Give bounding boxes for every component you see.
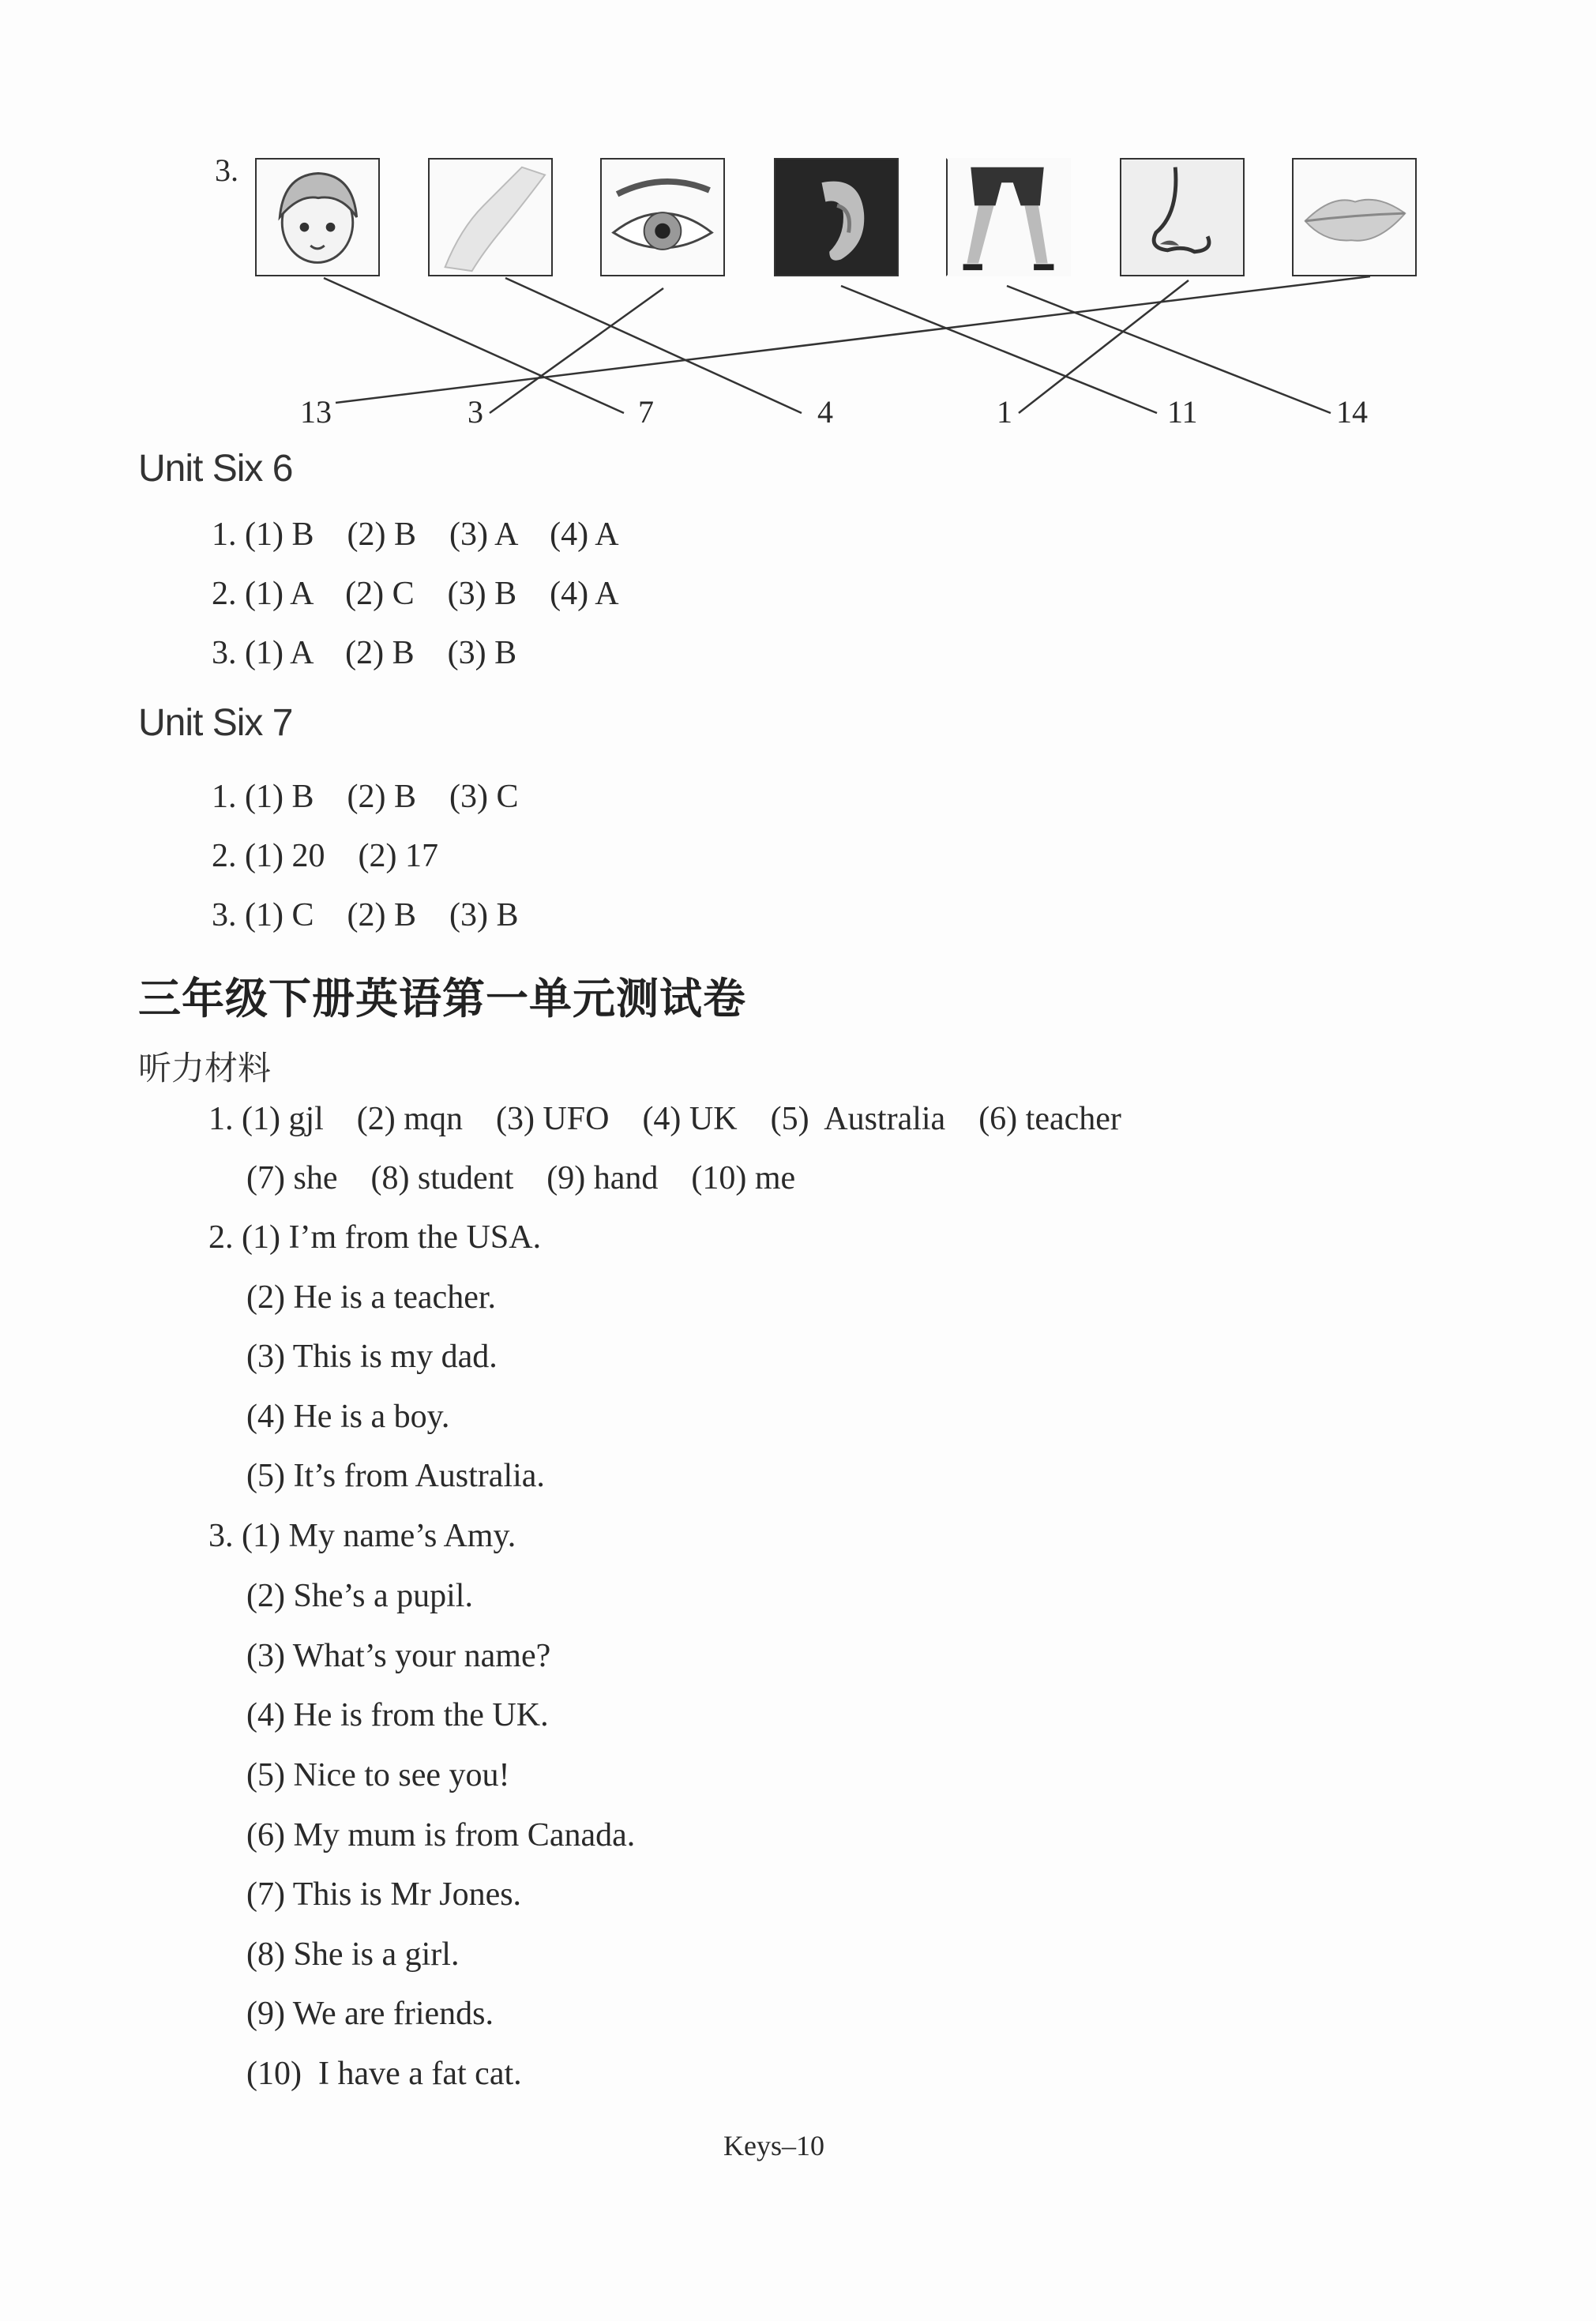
match-number: 1 xyxy=(997,394,1012,430)
matching-question-label: 3. xyxy=(215,152,238,188)
answer-line: 1. (1) B (2) B (3) C xyxy=(212,779,519,815)
unit-six-7-heading: Unit Six 7 xyxy=(138,702,293,744)
listening-q3-item: (6) My mum is from Canada. xyxy=(246,1817,636,1853)
match-number: 7 xyxy=(638,394,654,430)
match-number: 14 xyxy=(1336,394,1368,430)
answer-line: 2. (1) 20 (2) 17 xyxy=(212,838,438,874)
match-line-mouth-13 xyxy=(336,276,1370,403)
listening-q2-item: (3) This is my dad. xyxy=(246,1339,498,1375)
listening-q2-item: (2) He is a teacher. xyxy=(246,1279,497,1316)
listening-q2-item: (5) It’s from Australia. xyxy=(246,1458,545,1494)
listening-q3-item: (4) He is from the UK. xyxy=(246,1697,549,1733)
listening-q1-line2: (7) she (8) student (9) hand (10) me xyxy=(246,1160,796,1196)
answer-line: 2. (1) A (2) C (3) B (4) A xyxy=(212,576,619,612)
listening-q2-item: (4) He is a boy. xyxy=(246,1399,450,1435)
match-number: 13 xyxy=(300,394,332,430)
listening-q3-item: (9) We are friends. xyxy=(246,1996,494,2032)
match-number: 4 xyxy=(817,394,833,430)
listening-q3-lead: 3. (1) My name’s Amy. xyxy=(208,1518,516,1554)
answer-line: 1. (1) B (2) B (3) A (4) A xyxy=(212,516,619,553)
listening-q1-line1: 1. (1) gjl (2) mqn (3) UFO (4) UK (5) Australia (6) teacher xyxy=(208,1101,1121,1137)
match-line-eye-3 xyxy=(490,288,663,413)
answer-line: 3. (1) A (2) B (3) B xyxy=(212,635,517,671)
listening-q3-item: (2) She’s a pupil. xyxy=(246,1578,473,1614)
listening-q3-item: (10) I have a fat cat. xyxy=(246,2056,522,2092)
listening-q3-item: (8) She is a girl. xyxy=(246,1936,460,1973)
listening-q3-item: (7) This is Mr Jones. xyxy=(246,1876,522,1913)
listening-material-label: 听力材料 xyxy=(138,1051,272,1087)
listening-q3-item: (3) What’s your name? xyxy=(246,1638,551,1674)
listening-q2-lead: 2. (1) I’m from the USA. xyxy=(208,1219,542,1256)
match-number: 3 xyxy=(468,394,483,430)
unit-six-6-heading: Unit Six 6 xyxy=(138,448,293,490)
listening-q3-item: (5) Nice to see you! xyxy=(246,1757,510,1793)
page-footer: Keys–10 xyxy=(723,2130,824,2161)
answer-line: 3. (1) C (2) B (3) B xyxy=(212,897,519,933)
match-number: 11 xyxy=(1167,394,1198,430)
test-title: 三年级下册英语第一单元测试卷 xyxy=(138,975,746,1023)
